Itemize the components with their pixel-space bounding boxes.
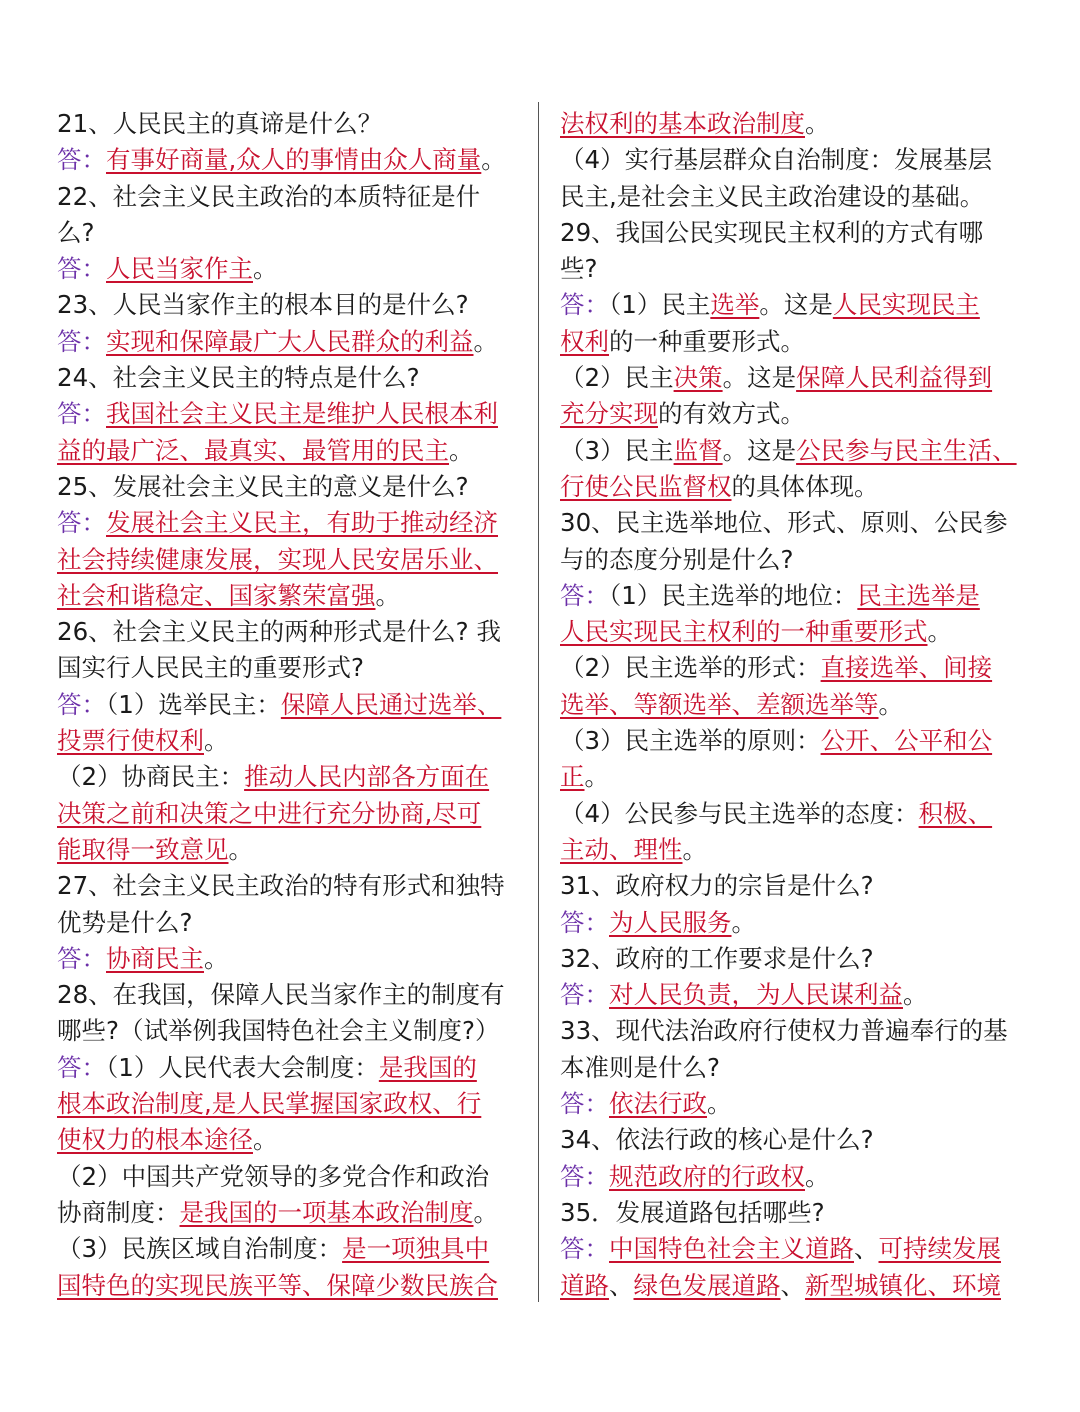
text-line: [57, 287, 525, 323]
text-line: [560, 106, 1030, 142]
text-line: [57, 142, 525, 178]
text-line: [57, 1268, 525, 1304]
question-text: 的一种重要形式。: [609, 326, 805, 356]
question-text: 29、我国公民实现民主权利的方式有哪: [560, 217, 984, 247]
answer-text: 是一项独具中: [342, 1234, 490, 1264]
text-line: [57, 1050, 525, 1086]
text-line: [560, 1195, 1030, 1231]
text-line: [560, 1159, 1030, 1195]
answer-text: 推动人民内部各方面在: [244, 762, 490, 792]
left-column: [57, 106, 525, 1304]
text-line: [57, 1159, 525, 1195]
question-text: 。: [204, 726, 229, 756]
question-text: 31、政府权力的宗旨是什么?: [560, 871, 874, 901]
answer-text: 充分实现: [560, 399, 658, 429]
answer-label: 答：: [57, 508, 106, 538]
answer-text: 协商民主: [106, 943, 204, 973]
text-line: [560, 179, 1030, 215]
column-divider: [538, 102, 539, 1302]
text-line: [560, 832, 1030, 868]
text-line: [560, 1013, 1030, 1049]
text-line: [560, 396, 1030, 432]
question-text: 。: [707, 1089, 732, 1119]
answer-label: 答：: [57, 254, 106, 284]
question-text: 24、社会主义民主的特点是什么?: [57, 363, 420, 393]
text-line: [560, 1122, 1030, 1158]
text-line: [560, 1231, 1030, 1267]
question-text: （1）民主选举的地位：: [609, 580, 858, 610]
text-line: [560, 868, 1030, 904]
text-line: [560, 687, 1030, 723]
question-text: （4）公民参与民主选举的态度：: [560, 798, 919, 828]
question-text: 21、人民民主的真谛是什么？: [57, 109, 383, 138]
text-line: [57, 324, 525, 360]
answer-label: 答：: [560, 580, 609, 610]
answer-label: 答：: [57, 1052, 106, 1082]
text-line: [560, 1050, 1030, 1086]
question-text: 协商制度：: [57, 1197, 180, 1227]
answer-label: 答：: [57, 145, 106, 175]
question-text: 。: [682, 834, 707, 864]
text-line: [57, 106, 525, 142]
question-text: 。: [903, 980, 928, 1010]
question-text: 。这是: [722, 363, 797, 393]
answer-text: 公开、公平和公: [820, 726, 993, 756]
text-line: [560, 941, 1030, 977]
answer-text: 社会持续健康发展，实现人民安居乐业、: [57, 544, 498, 574]
answer-text: 决策之前和决策之中进行充分协商,尽可: [57, 798, 482, 828]
text-line: [57, 759, 525, 795]
answer-text: 主动、理性: [560, 834, 683, 864]
answer-text: 人民实现民主: [832, 290, 980, 320]
text-line: [57, 1122, 525, 1158]
question-text: （4）实行基层群众自治制度：发展基层: [560, 145, 993, 175]
text-line: [57, 433, 525, 469]
question-text: 民主,是社会主义民主政治建设的基础。: [560, 181, 985, 211]
text-line: [57, 868, 525, 904]
answer-text: 有事好商量,众人的事情由众人商量: [106, 145, 482, 175]
answer-label: 答：: [560, 1234, 609, 1264]
answer-text: 能取得一致意见: [57, 834, 229, 864]
text-line: [560, 505, 1030, 541]
text-line: [560, 360, 1030, 396]
question-text: （2）中国共产党领导的多党合作和政治: [57, 1161, 490, 1191]
text-line: [560, 433, 1030, 469]
question-text: 26、社会主义民主的两种形式是什么? 我: [57, 617, 501, 647]
question-text: 哪些?（试举例我国特色社会主义制度?）: [57, 1016, 500, 1046]
question-text: 。: [731, 907, 756, 937]
question-text: （3）民族区域自治制度：: [57, 1234, 343, 1264]
answer-text: 是我国的: [378, 1052, 477, 1082]
answer-text: 监督: [673, 435, 723, 465]
answer-text: 公民参与民主生活、: [796, 435, 1017, 465]
answer-label: 答：: [560, 907, 609, 937]
question-text: 35．发展道路包括哪些?: [560, 1197, 825, 1227]
text-line: [57, 1086, 525, 1122]
text-line: [560, 324, 1030, 360]
text-line: [560, 1086, 1030, 1122]
question-text: 、: [854, 1234, 879, 1264]
question-text: 本准则是什么?: [560, 1052, 721, 1082]
answer-text: 我国社会主义民主是维护人民根本利: [106, 399, 498, 429]
question-text: 28、在我国，保障人民当家作主的制度有: [57, 980, 505, 1010]
text-line: [57, 650, 525, 686]
text-line: [560, 469, 1030, 505]
question-text: 25、发展社会主义民主的意义是什么?: [57, 471, 469, 501]
question-text: 。这是: [722, 435, 797, 465]
question-text: （3）民主: [560, 435, 674, 465]
text-line: [57, 723, 525, 759]
question-text: 、: [780, 1270, 805, 1300]
question-text: 32、政府的工作要求是什么?: [560, 943, 874, 973]
question-text: 。: [253, 1125, 278, 1155]
question-text: 22、社会主义民主政治的本质特征是什: [57, 181, 481, 211]
answer-text: 社会和谐稳定、国家繁荣富强: [57, 580, 376, 610]
question-text: 。: [375, 580, 400, 610]
text-line: [560, 142, 1030, 178]
answer-text: 保障人民利益得到: [796, 363, 993, 393]
answer-text: 规范政府的行政权: [609, 1161, 805, 1191]
question-text: 。: [449, 435, 474, 465]
answer-text: 依法行政: [609, 1089, 707, 1119]
question-text: （2）民主选举的形式：: [560, 653, 821, 683]
text-line: [560, 723, 1030, 759]
question-text: （1）选举民主：: [106, 689, 281, 719]
text-line: [57, 542, 525, 578]
text-line: [560, 614, 1030, 650]
text-line: [57, 1013, 525, 1049]
answer-text: 投票行使权利: [57, 726, 204, 756]
answer-label: 答：: [560, 1161, 609, 1191]
text-line: [57, 505, 525, 541]
text-line: [57, 251, 525, 287]
answer-text: 发展社会主义民主，有助于推动经济: [106, 508, 498, 538]
question-text: 。: [805, 1161, 830, 1191]
answer-text: 道路: [560, 1270, 609, 1300]
answer-text: 保障人民通过选举、: [280, 689, 502, 719]
question-text: 与的态度分别是什么?: [560, 544, 794, 574]
question-text: 、: [609, 1270, 634, 1300]
text-line: [560, 905, 1030, 941]
answer-text: 实现和保障最广大人民群众的利益: [106, 326, 474, 356]
text-line: [57, 360, 525, 396]
question-text: 。: [473, 1197, 498, 1227]
text-line: [560, 578, 1030, 614]
answer-text: 民主选举是: [857, 580, 980, 610]
answer-text: 益的最广泛、最真实、最管用的民主: [57, 435, 449, 465]
text-line: [57, 1231, 525, 1267]
text-line: [57, 396, 525, 432]
question-text: 。: [204, 943, 229, 973]
question-text: 。: [228, 834, 253, 864]
text-line: [57, 796, 525, 832]
answer-text: 为人民服务: [609, 907, 732, 937]
answer-text: 国特色的实现民族平等、保障少数民族合: [57, 1270, 498, 1300]
text-line: [57, 905, 525, 941]
question-text: （3）民主选举的原则：: [560, 726, 821, 756]
question-text: 的具体体现。: [731, 471, 879, 501]
answer-label: 答：: [57, 943, 106, 973]
question-text: 33、现代法治政府行使权力普遍奉行的基: [560, 1016, 1008, 1046]
answer-text: 积极、: [918, 798, 993, 828]
answer-label: 答：: [560, 980, 609, 1010]
question-text: 27、社会主义民主政治的特有形式和独特: [57, 871, 505, 901]
right-column: [560, 106, 1030, 1304]
question-text: （2）民主: [560, 363, 674, 393]
answer-text: 决策: [673, 363, 723, 393]
question-text: 么?: [57, 217, 95, 247]
question-text: 些?: [560, 254, 598, 284]
question-text: 优势是什么?: [57, 907, 193, 937]
text-line: [57, 832, 525, 868]
text-line: [57, 469, 525, 505]
text-line: [57, 578, 525, 614]
question-text: 。: [584, 762, 609, 792]
answer-label: 答：: [560, 290, 609, 320]
question-text: 的有效方式。: [658, 399, 805, 429]
text-line: [57, 1195, 525, 1231]
answer-text: 根本政治制度,是人民掌握国家政权、行: [57, 1089, 482, 1119]
text-line: [57, 977, 525, 1013]
question-text: （1）民主: [609, 290, 711, 320]
answer-text: 选举、等额选举、差额选举等: [560, 689, 879, 719]
answer-text: 人民实现民主权利的一种重要形式: [560, 617, 928, 647]
answer-label: 答：: [560, 1089, 609, 1119]
text-line: [57, 215, 525, 251]
question-text: 。: [805, 109, 830, 138]
question-text: （1）人民代表大会制度：: [106, 1052, 379, 1082]
question-text: 23、人民当家作主的根本目的是什么?: [57, 290, 469, 320]
text-line: [560, 1268, 1030, 1304]
text-line: [560, 650, 1030, 686]
question-text: 34、依法行政的核心是什么?: [560, 1125, 874, 1155]
question-text: 。: [473, 326, 498, 356]
text-line: [560, 287, 1030, 323]
answer-text: 对人民负责，为人民谋利益: [609, 980, 903, 1010]
text-line: [560, 977, 1030, 1013]
text-line: [57, 179, 525, 215]
text-line: [560, 796, 1030, 832]
question-text: 国实行人民民主的重要形式?: [57, 653, 365, 683]
answer-text: 人民当家作主: [106, 254, 253, 284]
question-text: 30、民主选举地位、形式、原则、公民参: [560, 508, 1008, 538]
question-text: 。: [878, 689, 903, 719]
answer-text: 正: [560, 762, 585, 792]
answer-text: 法权利的基本政治制度: [560, 109, 805, 138]
answer-text: 行使公民监督权: [560, 471, 732, 501]
text-line: [57, 614, 525, 650]
answer-text: 直接选举、间接: [820, 653, 993, 683]
answer-text: 是我国的一项基本政治制度: [179, 1197, 474, 1227]
answer-text: 可持续发展: [878, 1234, 1001, 1264]
question-text: 。: [927, 617, 952, 647]
answer-text: 选举: [710, 290, 760, 320]
question-text: （2）协商民主：: [57, 762, 245, 792]
answer-text: 绿色发展道路: [633, 1270, 781, 1300]
text-line: [560, 251, 1030, 287]
answer-text: 使权力的根本途径: [57, 1125, 253, 1155]
answer-text: 权利: [560, 326, 609, 356]
question-text: 。: [481, 145, 506, 175]
text-line: [57, 687, 525, 723]
question-text: 。: [253, 254, 278, 284]
answer-text: 新型城镇化、环境: [805, 1270, 1001, 1300]
text-line: [560, 542, 1030, 578]
text-line: [57, 941, 525, 977]
answer-label: 答：: [57, 326, 106, 356]
question-text: 。这是: [759, 290, 833, 320]
text-line: [560, 215, 1030, 251]
answer-label: 答：: [57, 399, 106, 429]
text-line: [560, 759, 1030, 795]
answer-text: 中国特色社会主义道路: [609, 1234, 854, 1264]
answer-label: 答：: [57, 689, 106, 719]
